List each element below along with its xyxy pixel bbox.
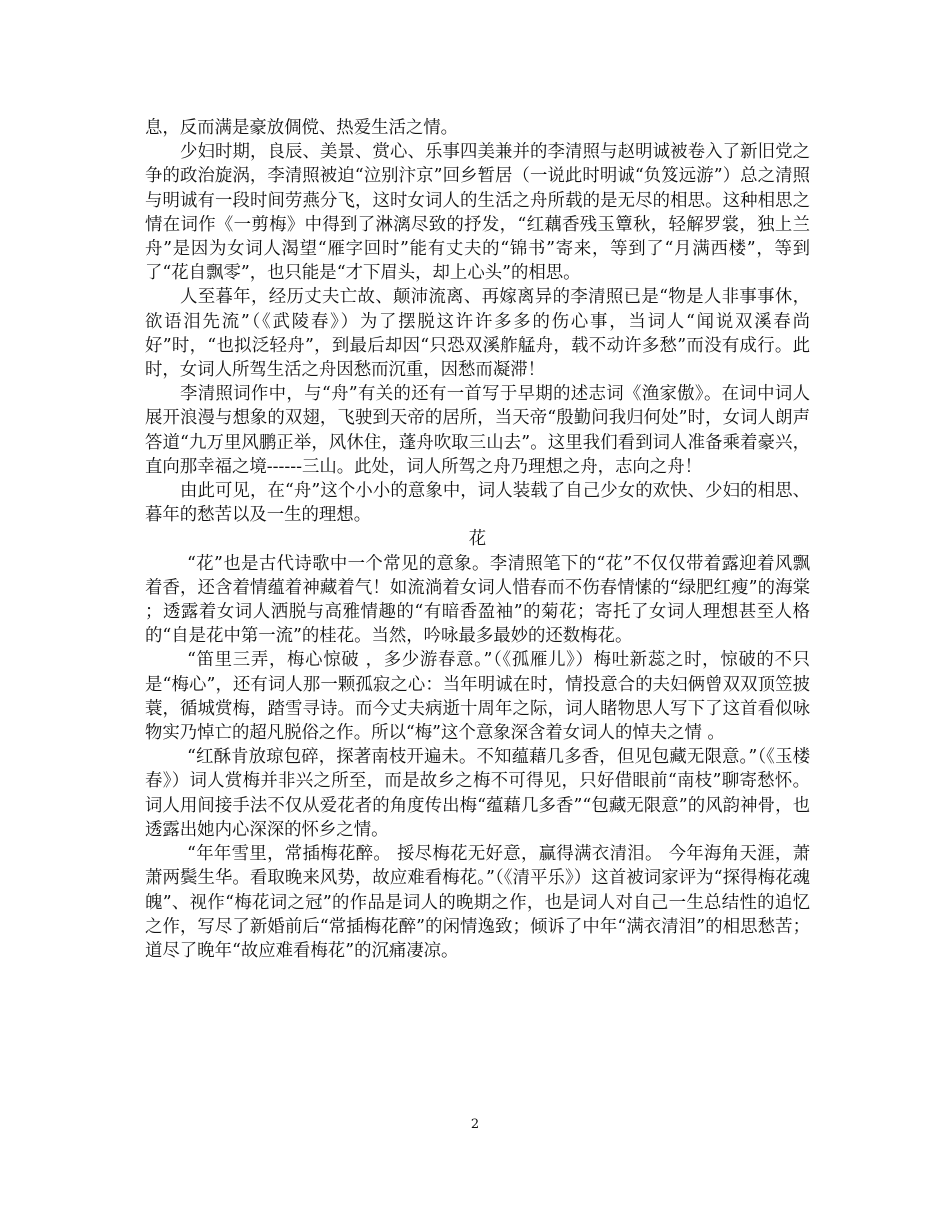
paragraph-qingpingle: “年年雪里，常插梅花醉。 挼尽梅花无好意，赢得满衣清泪。 今年海角天涯，萧萧两鬓生华。看取晚来风势，故应难看梅花。”（《清平乐》）这首被词家评为“探得梅花魂魄”、视作“梅花词之冠”的作品是词人的晚期之作，也是词人对自己一生总结性的追忆之作，写尽了新婚前后“常插梅花醉”的闲情逸致；倾诉了中年“满衣清泪”的相思愁苦；道尽了晚年“故应难看梅花”的沉痛凄凉。 — [145, 844, 810, 961]
paragraph-youth-separation: 少妇时期，良辰、美景、赏心、乐事四美兼并的李清照与赵明诚被卷入了新旧党之争的政治旋涡，李清照被迫“泣别汴京”回乡暂居（一说此时明诚“负笈远游”）总之清照与明诚有一段时间劳燕分飞，这时女词人的生活之舟所载的是无尽的相思。这种相思之情在词作《一剪梅》中得到了淋漓尽致的抒发，“红藕香残玉簟秋，轻解罗裳，独上兰舟”是因为女词人渴望“雁字回时”能有丈夫的“锦书”寄来，等到了“月满西楼”，等到了“花自飘零”，也只能是“才下眉头，却上心头”的相思。 — [145, 142, 810, 284]
paragraph-continuation: 息，反而满是豪放倜傥、热爱生活之情。 — [145, 118, 459, 138]
paragraph-boat-summary: 由此可见，在“舟”这个小小的意象中，词人装载了自己少女的欢快、少妇的相思、暮年的愁苦以及一生的理想。 — [145, 481, 810, 526]
paragraph-flower-intro: “花”也是古代诗歌中一个常见的意象。李清照笔下的“花”不仅仅带着露迎着风飘着香，还含着情蕴着神藏着气！如流淌着女词人惜春而不伤春情愫的“绿肥红瘦”的海棠 ；透露着女词人洒脱与高雅情趣的“有暗香盈袖”的菊花；寄托了女词人理想甚至人格的“自是花中第一流”的桂花。当然，吟咏最多最妙的还数梅花。 — [145, 553, 810, 647]
paragraph-yulouchun: “红酥肯放琼包碎，探著南枝开遍未。不知蕴藉几多香，但见包藏无限意。”（《玉楼春》）词人赏梅并非兴之所至，而是故乡之梅不可得见，只好借眼前“南枝”聊寄愁怀。词人用间接手法不仅从爱花者的角度传出梅“蕴藉几多香”“包藏无限意”的风韵神骨，也透露出她内心深深的怀乡之情。 — [145, 747, 810, 840]
paragraph-yujiaao: 李清照词作中，与“舟”有关的还有一首写于早期的述志词《渔家傲》。在词中词人展开浪漫与想象的双翅，飞驶到天帝的居所，当天帝“殷勤问我归何处”时，女词人朗声答道“九万里风鹏正举，风休住，蓬舟吹取三山去”。这里我们看到词人准备乘着豪兴，直向那幸福之境------三山。此处，词人所驾之舟乃理想之舟，志向之舟！ — [145, 384, 810, 477]
paragraph-guyaner: “笛里三弄，梅心惊破 ，多少游春意。”（《孤雁儿》）梅吐新蕊之时，惊破的不只是“梅心”，还有词人那一颗孤寂之心：当年明诚在时，情投意合的夫妇俩曾双双顶笠披蓑，循城赏梅，踏雪寻诗。而今丈夫病逝十周年之际，词人睹物思人写下了这首看似咏物实乃悼亡的超凡脱俗之作。所以“梅”这个意象深含着女词人的悼夫之情 。 — [145, 650, 810, 744]
document-page — [145, 116, 810, 963]
page-number: 2 — [470, 1117, 480, 1132]
paragraph-old-age: 人至暮年，经历丈夫亡故、颠沛流离、再嫁离异的李清照已是“物是人非事事休，欲语泪先流”（《武陵春》）为了摆脱这许许多多的伤心事，当词人“闻说双溪春尚好”时，“也拟泛轻舟”，到最后却因“只恐双溪舴艋舟，载不动许多愁”而没有成行。此时，女词人所驾生活之舟因愁而沉重，因愁而凝滞！ — [145, 287, 810, 381]
section-heading-flower: 花 — [468, 529, 487, 550]
